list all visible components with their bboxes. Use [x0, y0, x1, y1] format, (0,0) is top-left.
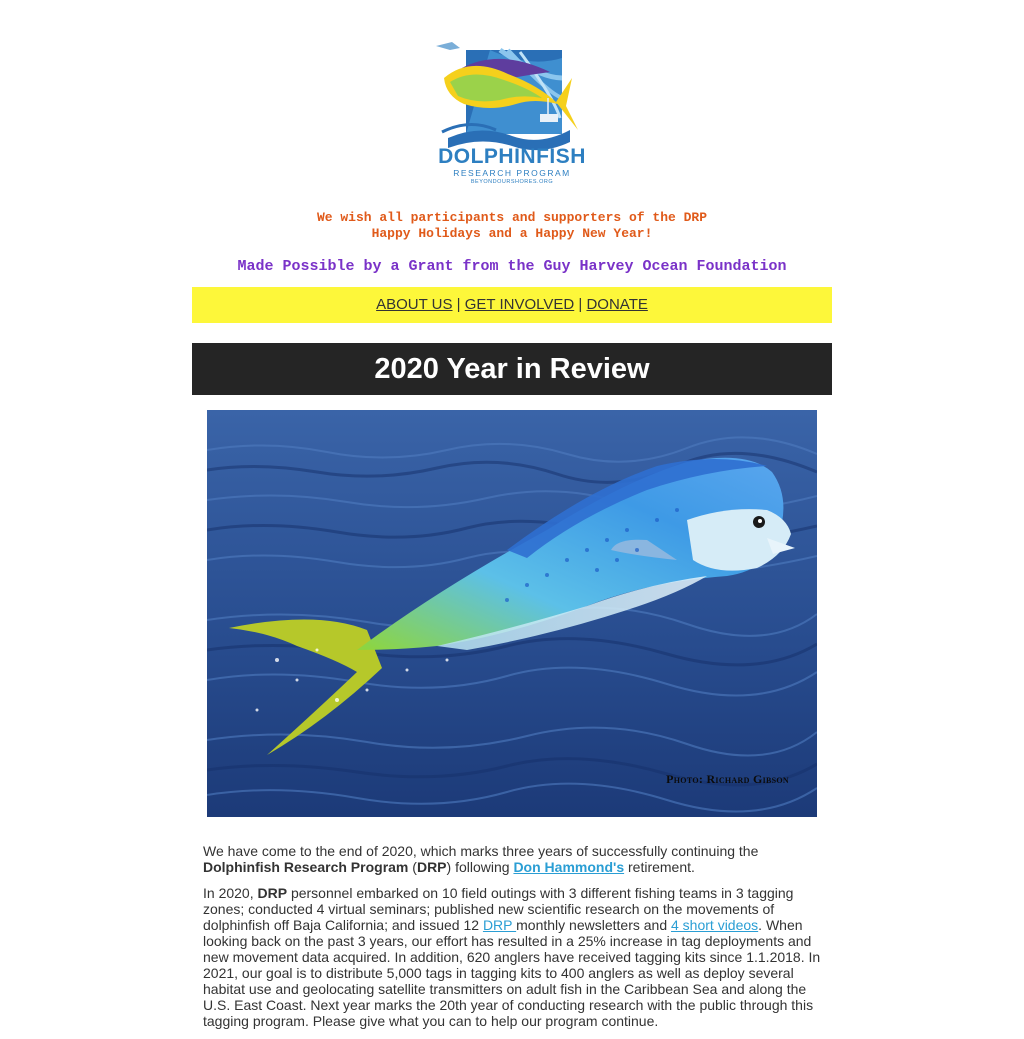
program-abbreviation: DRP — [257, 885, 288, 901]
text-segment: We have come to the end of 2020, which marks three years of successfully continuing the — [203, 843, 759, 859]
nav-separator: | — [452, 296, 465, 313]
summary-paragraph — [203, 885, 823, 1029]
text-segment: monthly newsletters and — [516, 917, 671, 933]
page-title: 2020 Year in Review — [192, 343, 832, 395]
logo-subtitle: RESEARCH PROGRAM — [453, 168, 571, 178]
text-segment: ( — [408, 859, 417, 875]
text-segment: ) following — [446, 859, 514, 875]
nav-bar — [192, 287, 832, 323]
grant-credit: Made Possible by a Grant from the Guy Harvey Ocean Foundation — [237, 258, 787, 275]
text-segment: In 2020, — [203, 885, 258, 901]
hero-image — [207, 410, 817, 817]
article-body — [203, 843, 823, 1039]
greeting-line-1: We wish all participants and supporters of the DRP — [316, 210, 708, 225]
drp-newsletters-link[interactable]: DRP — [482, 917, 517, 933]
logo-caption — [430, 146, 594, 186]
text-segment: . When looking back on the past 3 years, our effort has resulted in a 25% increase in tag deployments and new movement data acquired. In addition, 620 anglers have received tagging kits since 1.1.2018. In 2021, our goal is to distribute 5,000 tags in tagging kits to 400 anglers as well as deploy several habitat use and geolocating satellite transmitters on adult fish in the Caribbean Sea and along the U.S. East Coast. Next year marks the 20th year of conducting research with the public through this tagging program. Please give what you can to help our program continue. — [203, 917, 821, 1029]
photo-credit: Photo: Richard Gibson — [666, 772, 789, 786]
greeting-line-2: Happy Holidays and a Happy New Year! — [371, 226, 653, 241]
program-abbreviation: DRP — [416, 859, 447, 875]
nav-about-us-link[interactable]: ABOUT US — [376, 296, 453, 313]
nav-donate-link[interactable]: DONATE — [586, 296, 648, 313]
text-segment: personnel embarked on 10 field outings with 3 different fishing teams in 3 tagging zones; conducted 4 virtual seminars; published new scientific research on the movements of dolphinfish off Baja California; and issued 12 — [203, 885, 794, 933]
program-name: Dolphinfish Research Program — [203, 859, 409, 875]
logo-url: BEYONDOURSHORES.ORG — [470, 179, 554, 185]
logo-name: DOLPHINFISH — [438, 145, 586, 168]
intro-paragraph — [203, 843, 823, 875]
dolphinfish-photo — [207, 410, 817, 817]
text-segment: retirement. — [624, 859, 695, 875]
nav-separator: | — [574, 296, 587, 313]
short-videos-link[interactable]: 4 short videos — [671, 917, 759, 933]
don-hammond-link[interactable]: Don Hammond's — [513, 859, 625, 875]
nav-get-involved-link[interactable]: GET INVOLVED — [464, 296, 575, 313]
